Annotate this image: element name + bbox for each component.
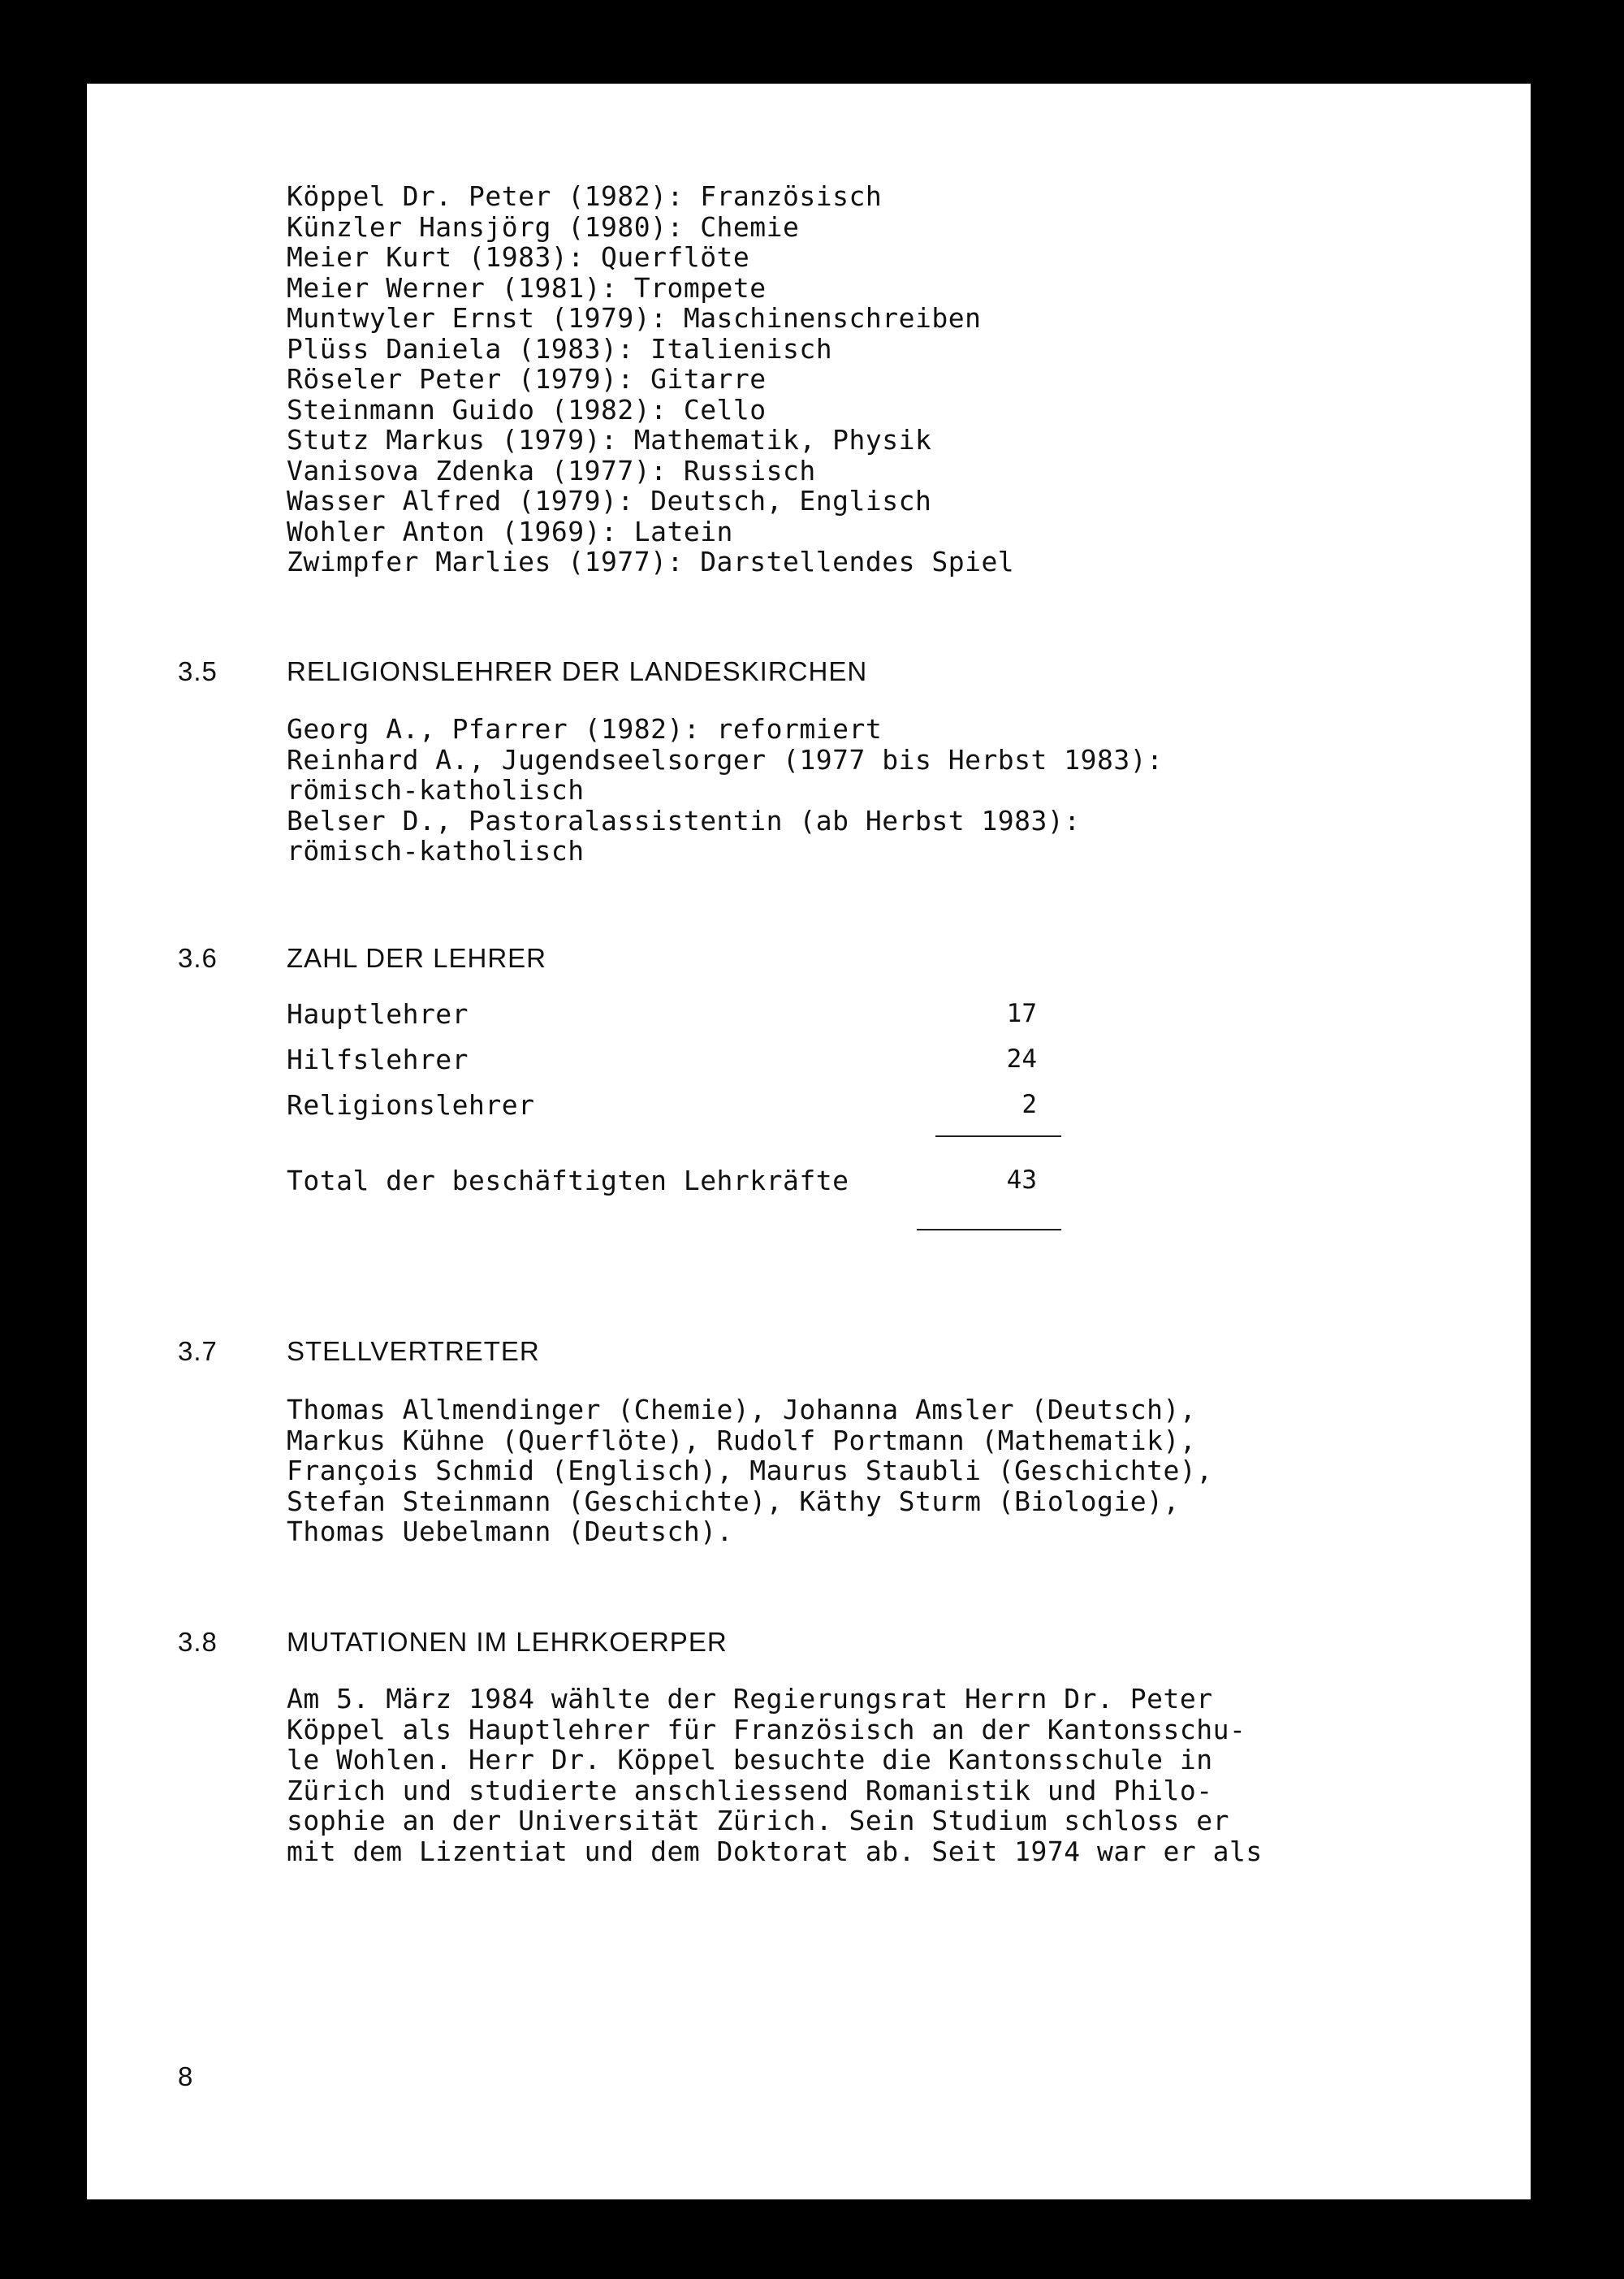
section-3-8-body	[287, 1683, 1263, 1927]
list-item: Muntwyler Ernst (1979): Maschinenschreiben	[287, 302, 982, 334]
section-3-7-body	[287, 1394, 1213, 1608]
list-item: Meier Werner (1981): Trompete	[287, 271, 767, 304]
body-line: Thomas Uebelmann (Deutsch).	[287, 1516, 733, 1547]
count-label-hilfslehrer: Hilfslehrer	[287, 1044, 469, 1075]
body-line: Reinhard A., Jugendseelsorger (1977 bis Herbst 1983):	[287, 743, 1164, 776]
count-value-hilfslehrer: 24	[1006, 1044, 1037, 1074]
section-number-3-5: 3.5	[178, 656, 218, 686]
page-number: 8	[178, 2061, 194, 2091]
section-number-3-7: 3.7	[178, 1336, 218, 1366]
list-item: Köppel Dr. Peter (1982): Französisch	[287, 180, 883, 212]
list-item: Vanisova Zdenka (1977): Russisch	[287, 454, 816, 487]
section-title-3-6: ZAHL DER LEHRER	[287, 943, 547, 973]
list-item: Künzler Hansjörg (1980): Chemie	[287, 210, 800, 243]
count-value-religionslehrer: 2	[1021, 1090, 1037, 1119]
body-line: François Schmid (Englisch), Maurus Staubli (Geschichte),	[287, 1455, 1213, 1486]
body-line: römisch-katholisch	[287, 835, 585, 867]
total-label: Total der beschäftigten Lehrkräfte	[287, 1165, 849, 1196]
section-title-3-5: RELIGIONSLEHRER DER LANDESKIRCHEN	[287, 656, 868, 686]
body-line: römisch-katholisch	[287, 774, 585, 806]
list-item: Stutz Markus (1979): Mathematik, Physik	[287, 424, 932, 456]
body-line: Zürich und studierte anschliessend Romanistik und Philo-	[287, 1774, 1213, 1806]
count-label-religionslehrer: Religionslehrer	[287, 1089, 535, 1121]
section-3-5-body	[287, 713, 1164, 928]
count-label-hauptlehrer: Hauptlehrer	[287, 998, 469, 1030]
teacher-list	[287, 180, 1015, 638]
body-line: Stefan Steinmann (Geschichte), Käthy Sturm (Biologie),	[287, 1485, 1180, 1517]
list-item: Röseler Peter (1979): Gitarre	[287, 363, 767, 395]
body-line: sophie an der Universität Zürich. Sein Studium schloss er	[287, 1805, 1229, 1836]
section-number-3-6: 3.6	[178, 943, 218, 973]
body-line: Belser D., Pastoralassistentin (ab Herbst 1983):	[287, 804, 1081, 837]
body-line: Am 5. März 1984 wählte der Regierungsrat Herrn Dr. Peter	[287, 1683, 1213, 1715]
list-item: Plüss Daniela (1983): Italienisch	[287, 332, 833, 365]
count-value-hauptlehrer: 17	[1006, 999, 1037, 1028]
subtotal-rule	[935, 1135, 1061, 1137]
body-line: mit dem Lizentiat und dem Doktorat ab. Seit 1974 war er als	[287, 1835, 1263, 1867]
total-rule	[917, 1229, 1061, 1230]
body-line: Thomas Allmendinger (Chemie), Johanna Amsler (Deutsch),	[287, 1394, 1197, 1425]
document-page	[87, 84, 1531, 2199]
body-line: Georg A., Pfarrer (1982): reformiert	[287, 713, 883, 745]
body-line: Köppel als Hauptlehrer für Französisch an der Kantonsschu-	[287, 1713, 1246, 1745]
list-item: Wohler Anton (1969): Latein	[287, 515, 733, 547]
list-item: Meier Kurt (1983): Querflöte	[287, 241, 750, 273]
list-item: Zwimpfer Marlies (1977): Darstellendes Spiel	[287, 546, 1015, 577]
section-title-3-8: MUTATIONEN IM LEHRKOERPER	[287, 1627, 728, 1657]
body-line: Markus Kühne (Querflöte), Rudolf Portmann (Mathematik),	[287, 1424, 1197, 1456]
total-value: 43	[1006, 1165, 1037, 1195]
body-line: le Wohlen. Herr Dr. Köppel besuchte die Kantonsschule in	[287, 1744, 1213, 1775]
list-item: Steinmann Guido (1982): Cello	[287, 393, 767, 426]
section-title-3-7: STELLVERTRETER	[287, 1336, 540, 1366]
list-item: Wasser Alfred (1979): Deutsch, Englisch	[287, 485, 932, 517]
section-number-3-8: 3.8	[178, 1627, 218, 1657]
